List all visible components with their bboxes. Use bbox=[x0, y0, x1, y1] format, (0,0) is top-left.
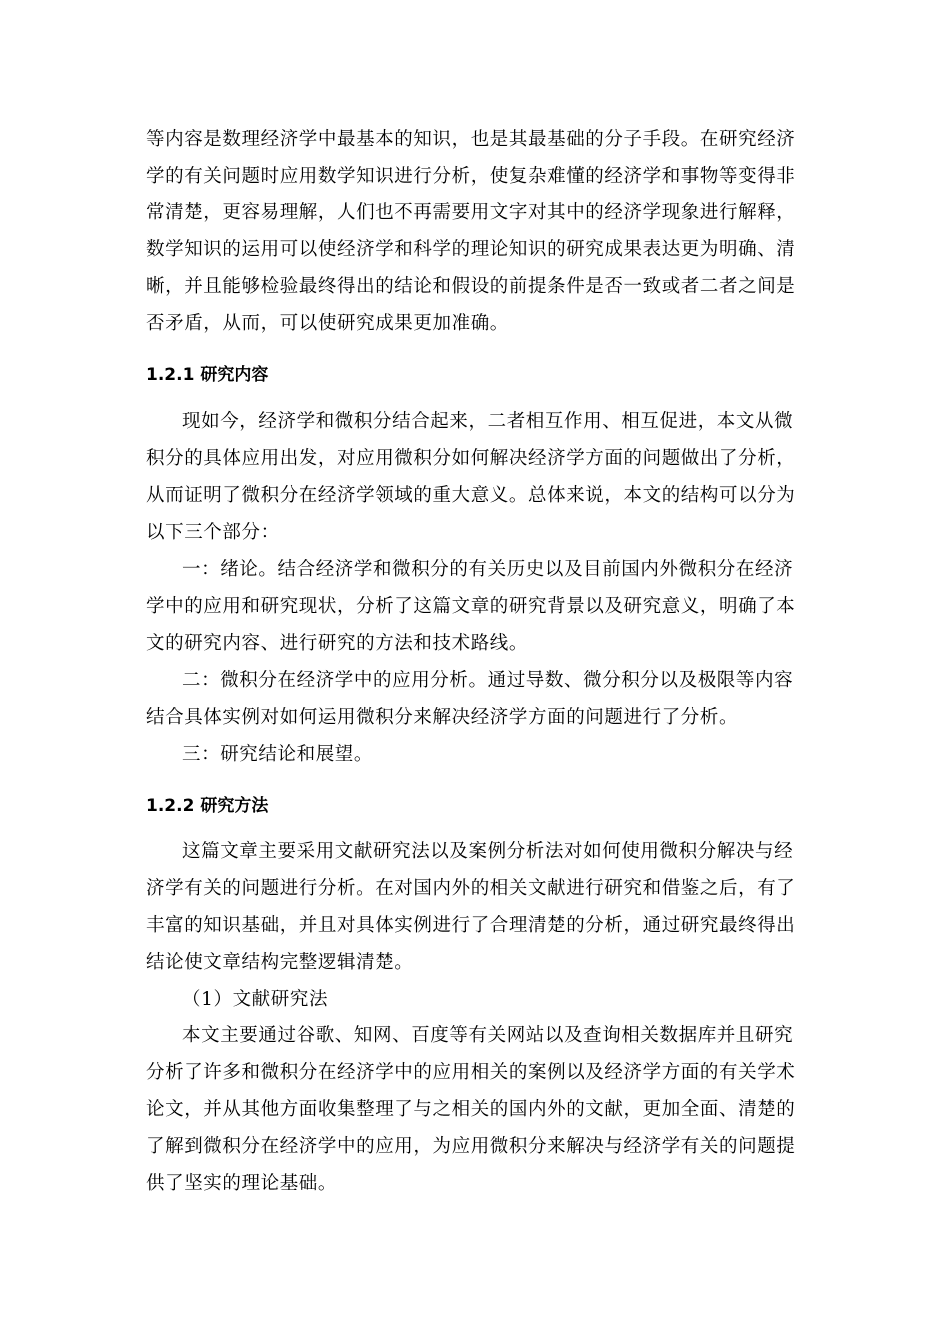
list-item-line: 文的研究内容、进行研究的方法和技术路线。 bbox=[146, 633, 529, 654]
paragraph-line: 常清楚，更容易理解，人们也不再需要用文字对其中的经济学现象进行解释， bbox=[146, 202, 796, 223]
paragraph-line: 了解到微积分在经济学中的应用，为应用微积分来解决与经济学有关的问题提 bbox=[146, 1136, 796, 1157]
paragraph-line: 数学知识的运用可以使经济学和科学的理论知识的研究成果表达更为明确、清 bbox=[146, 239, 796, 260]
list-item-line: 一：绪论。结合经济学和微积分的有关历史以及目前国内外微积分在经济 bbox=[182, 559, 794, 580]
paragraph-line: 以下三个部分： bbox=[146, 522, 280, 543]
paragraph-line: 本文主要通过谷歌、知网、百度等有关网站以及查询相关数据库并且研究 bbox=[182, 1025, 794, 1046]
list-item-line: 二：微积分在经济学中的应用分析。通过导数、微分积分以及极限等内容 bbox=[182, 670, 794, 691]
subsection-label: （1）文献研究法 bbox=[182, 989, 329, 1010]
paragraph-line: 丰富的知识基础，并且对具体实例进行了合理清楚的分析，通过研究最终得出 bbox=[146, 915, 796, 936]
paragraph-line: 分析了许多和微积分在经济学中的应用相关的案例以及经济学方面的有关学术 bbox=[146, 1062, 796, 1083]
paragraph-line: 晰，并且能够检验最终得出的结论和假设的前提条件是否一致或者二者之间是 bbox=[146, 276, 796, 297]
paragraph-line: 学的有关问题时应用数学知识进行分析，使复杂难懂的经济学和事物等变得非 bbox=[146, 166, 796, 187]
paragraph-line: 积分的具体应用出发，对应用微积分如何解决经济学方面的问题做出了分析， bbox=[146, 448, 796, 469]
paragraph-line: 供了坚实的理论基础。 bbox=[146, 1173, 338, 1194]
list-item-line: 结合具体实例对如何运用微积分来解决经济学方面的问题进行了分析。 bbox=[146, 707, 739, 728]
section-heading: 1.2.1 研究内容 bbox=[146, 365, 269, 385]
list-item-line: 三：研究结论和展望。 bbox=[182, 744, 374, 765]
list-item-line: 学中的应用和研究现状，分析了这篇文章的研究背景以及研究意义，明确了本 bbox=[146, 596, 796, 617]
paragraph-line: 从而证明了微积分在经济学领域的重大意义。总体来说，本文的结构可以分为 bbox=[146, 485, 796, 506]
paragraph-line: 这篇文章主要采用文献研究法以及案例分析法对如何使用微积分解决与经 bbox=[182, 841, 794, 862]
paragraph-line: 济学有关的问题进行分析。在对国内外的相关文献进行研究和借鉴之后，有了 bbox=[146, 878, 796, 899]
paragraph-line: 等内容是数理经济学中最基本的知识，也是其最基础的分子手段。在研究经济 bbox=[146, 129, 796, 150]
paragraph-line: 结论使文章结构完整逻辑清楚。 bbox=[146, 952, 414, 973]
paragraph-line: 现如今，经济学和微积分结合起来，二者相互作用、相互促进，本文从微 bbox=[182, 411, 794, 432]
section-heading: 1.2.2 研究方法 bbox=[146, 796, 269, 816]
paragraph-line: 否矛盾，从而，可以使研究成果更加准确。 bbox=[146, 313, 509, 334]
paragraph-line: 论文，并从其他方面收集整理了与之相关的国内外的文献，更加全面、清楚的 bbox=[146, 1099, 796, 1120]
